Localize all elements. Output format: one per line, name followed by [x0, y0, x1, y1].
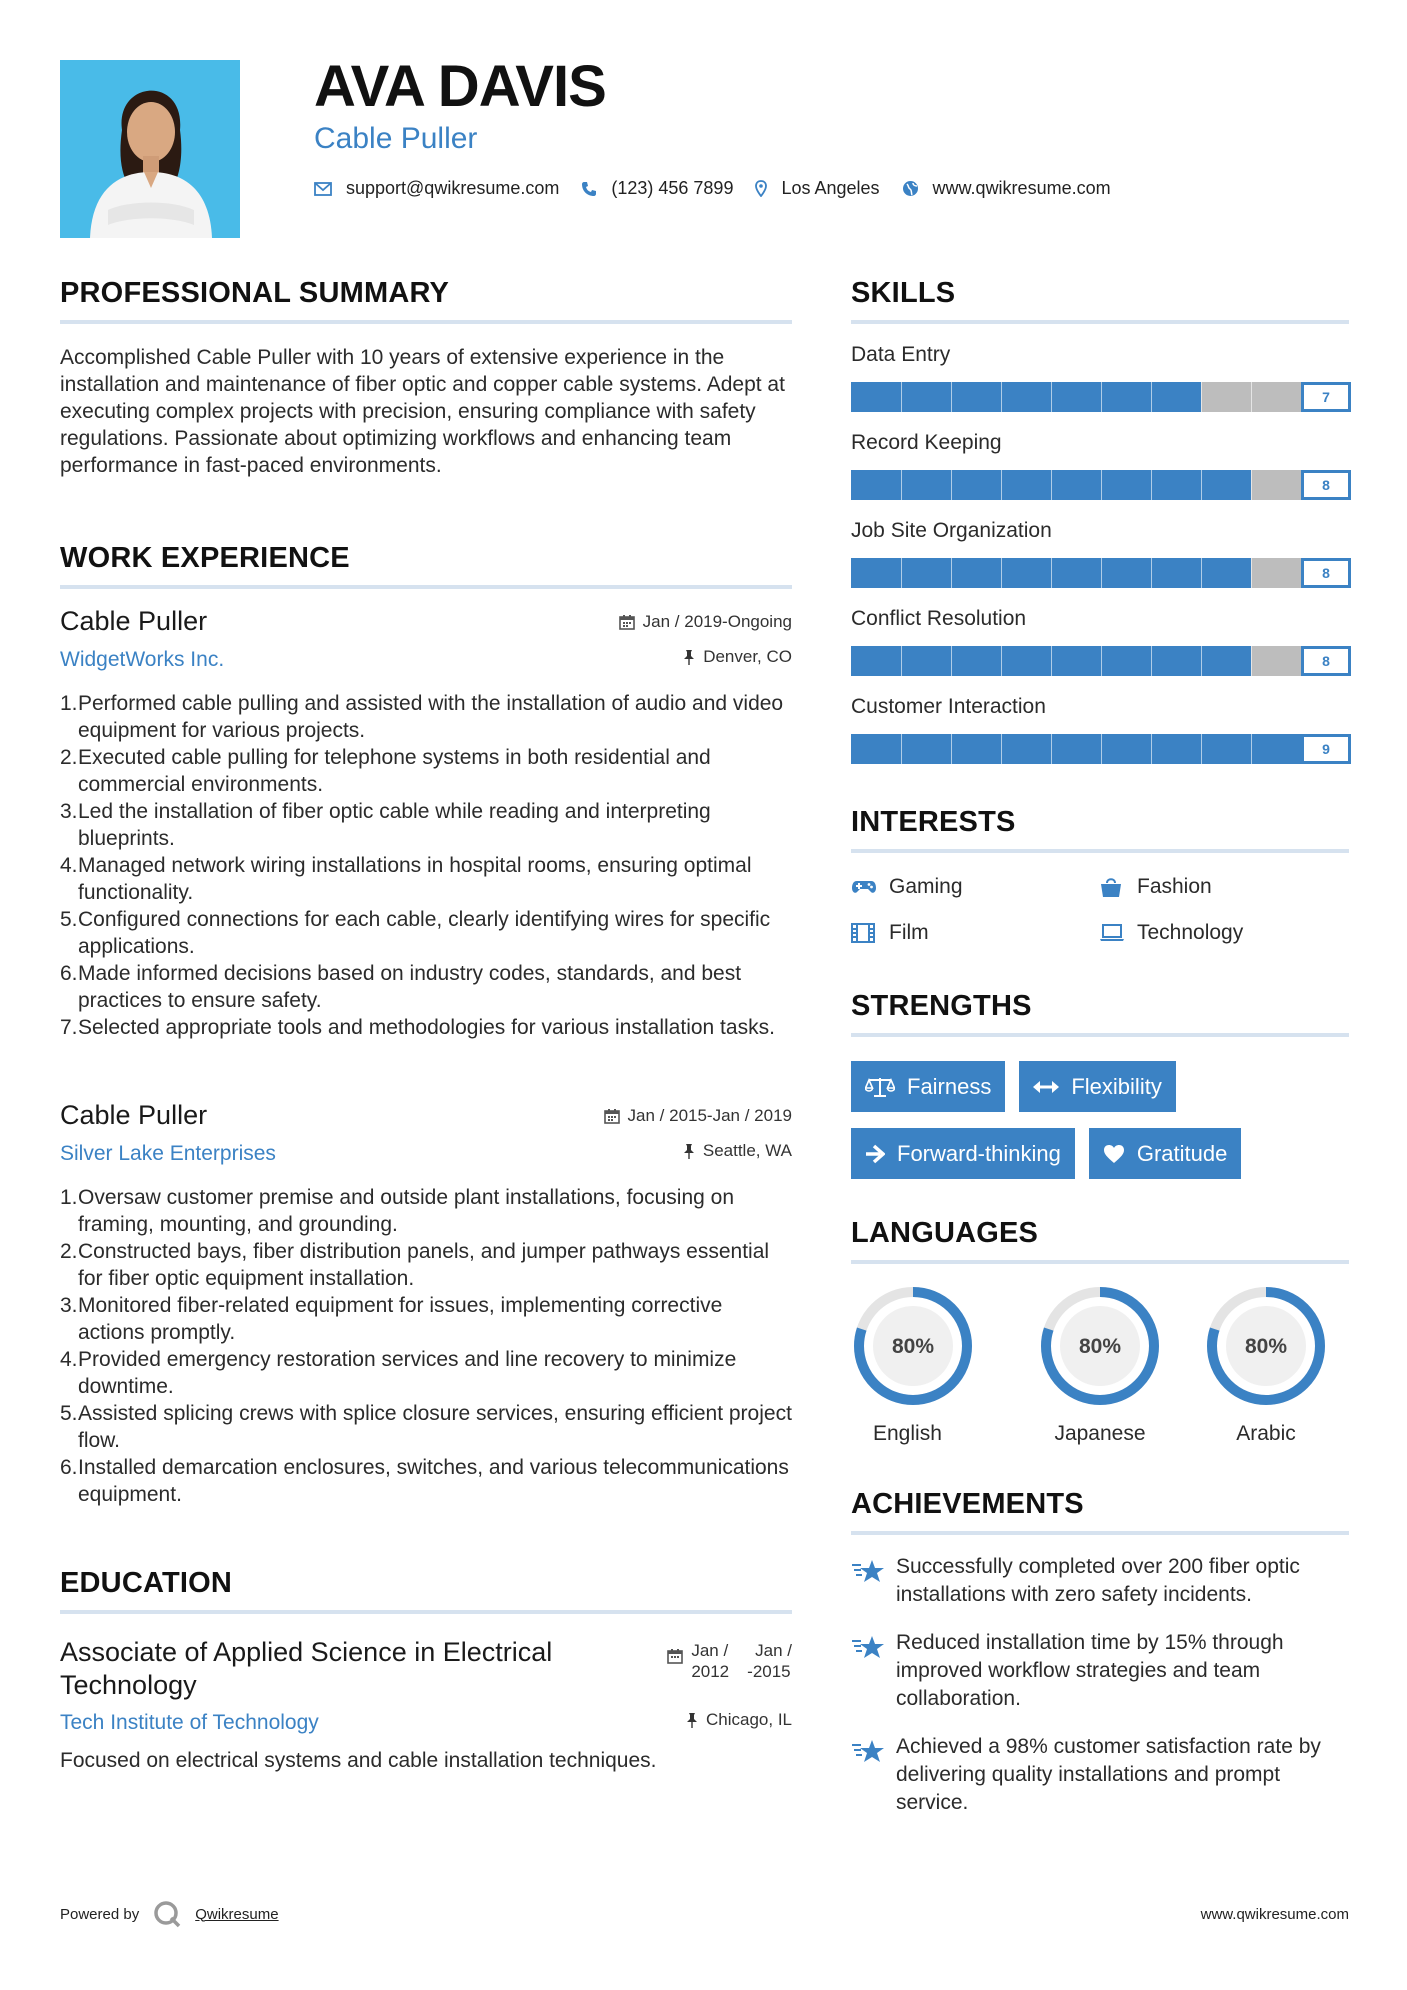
edu-end-month: Jan /	[755, 1641, 792, 1660]
experience-section	[60, 544, 792, 589]
summary-text: Accomplished Cable Puller with 10 years of extensive experience in the installation and maintenance of fiber optic and copper cable systems. Adept at executing complex projects with precision, ensuring compliance with safety regulations. Passionate about optimizing workflows and enhancing team performance in fast-paced environments.	[60, 346, 785, 477]
skill-level-value: 8	[1301, 470, 1351, 500]
language-item	[851, 1284, 1017, 1446]
skill-bar	[851, 646, 1351, 676]
job-location-text: Denver, CO	[703, 647, 792, 666]
skill-name: Customer Interaction	[851, 695, 1046, 718]
education-section	[60, 1569, 792, 1774]
skill-bar	[851, 558, 1351, 588]
skill-level-value: 7	[1301, 382, 1351, 412]
edu-end-year: 2015	[752, 1662, 791, 1681]
interest-item	[851, 921, 1099, 945]
skill-bar-segment	[1201, 558, 1202, 588]
skills-list	[851, 342, 1349, 764]
interest-label: Fashion	[1137, 875, 1212, 898]
edu-date-separator: -	[747, 1662, 753, 1681]
education-dates	[667, 1640, 792, 1702]
list-item: 5.Assisted splicing crews with splice closure services, ensuring efficient project flow.	[60, 1401, 792, 1452]
language-name: Arabic	[1236, 1422, 1296, 1445]
skill-bar-segment	[1151, 470, 1152, 500]
skill-bar-segment	[1251, 382, 1252, 412]
pushpin-icon	[683, 1143, 695, 1160]
job-date	[604, 1106, 792, 1126]
job-entry	[60, 606, 792, 1041]
skill-name: Conflict Resolution	[851, 607, 1027, 630]
candidate-title: Cable Puller	[314, 122, 478, 155]
language-name: English	[873, 1422, 942, 1445]
skill-bar-segment	[951, 470, 952, 500]
brand-link[interactable]: Qwikresume	[195, 1905, 279, 1923]
profile-photo-illustration	[60, 60, 240, 238]
strength-tag	[1019, 1061, 1175, 1112]
skill-bar-segment	[1201, 470, 1202, 500]
job-date-text: Jan / 2015-Jan / 2019	[627, 1106, 792, 1125]
job-bullets	[60, 690, 792, 1041]
job-title: Cable Puller	[60, 606, 208, 636]
laptop-icon	[1099, 924, 1137, 942]
achievement-item	[851, 1553, 1349, 1609]
language-ring	[851, 1284, 975, 1408]
job-company: Silver Lake Enterprises	[60, 1141, 276, 1165]
experience-heading: WORK EXPERIENCE	[60, 544, 792, 589]
skill-bar-segment	[1251, 470, 1252, 500]
email-text: support@qwikresume.com	[346, 178, 560, 198]
summary-heading: PROFESSIONAL SUMMARY	[60, 279, 792, 324]
skill-level-value: 8	[1301, 646, 1351, 676]
phone-text: (123) 456 7899	[611, 178, 734, 198]
strength-label: Flexibility	[1071, 1073, 1162, 1099]
strengths-section	[851, 992, 1349, 1179]
skill-bar-segment	[1251, 734, 1252, 764]
job-date	[619, 612, 792, 632]
heart-icon	[1103, 1144, 1125, 1164]
skill-level-value: 9	[1301, 734, 1351, 764]
list-item: 7.Selected appropriate tools and methodologies for various installation tasks.	[60, 1015, 775, 1039]
shooting-star-icon	[851, 1733, 896, 1817]
degree-title: Associate of Applied Science in Electrical Technology	[60, 1637, 553, 1700]
language-percent: 80%	[891, 1335, 935, 1358]
interest-label: Technology	[1137, 921, 1244, 944]
achievement-item	[851, 1629, 1349, 1713]
arrow-right-icon	[865, 1144, 885, 1164]
skill-item	[851, 694, 1349, 764]
footer-powered-by	[60, 1900, 279, 1928]
skill-bar-segment	[1251, 646, 1252, 676]
calendar-icon	[667, 1648, 683, 1664]
list-item: 4.Provided emergency restoration services and line recovery to minimize downtime.	[60, 1347, 737, 1398]
strength-tag	[1089, 1128, 1242, 1179]
skill-bar-segment	[1151, 734, 1152, 764]
shooting-star-icon	[851, 1553, 896, 1609]
job-title: Cable Puller	[60, 1100, 208, 1130]
list-item: 4.Managed network wiring installations in hospital rooms, ensuring optimal functionality.	[60, 853, 752, 904]
film-icon	[851, 923, 889, 943]
school-location-text: Chicago, IL	[706, 1710, 792, 1729]
list-item: 6.Made informed decisions based on industry codes, standards, and best practices to ensure safety.	[60, 961, 742, 1012]
globe-icon	[902, 180, 919, 197]
qwikresume-logo-icon	[153, 1900, 181, 1928]
skill-bar-segment	[1051, 382, 1052, 412]
skill-bar-segment	[1101, 734, 1102, 764]
contact-bar	[314, 178, 1133, 199]
skill-bar-segment	[1001, 470, 1002, 500]
interests-section	[851, 808, 1349, 945]
list-item: 1.Oversaw customer premise and outside plant installations, focusing on framing, mounting, and grounding.	[60, 1185, 735, 1236]
education-description: Focused on electrical systems and cable installation techniques.	[60, 1748, 657, 1772]
interest-label: Gaming	[889, 875, 963, 898]
strength-label: Fairness	[907, 1073, 992, 1099]
skill-level-value: 8	[1301, 558, 1351, 588]
school-location	[686, 1710, 792, 1730]
achievement-item	[851, 1733, 1349, 1817]
skill-item	[851, 430, 1349, 500]
achievements-section	[851, 1490, 1349, 1817]
interests-heading: INTERESTS	[851, 808, 1349, 853]
summary-section	[60, 279, 792, 479]
school-name: Tech Institute of Technology	[60, 1710, 319, 1734]
skill-bar-segment	[901, 646, 902, 676]
skill-bar-fill	[851, 382, 1201, 412]
list-item: 5.Configured connections for each cable, clearly identifying wires for specific applications.	[60, 907, 771, 958]
skill-bar-segment	[1201, 382, 1202, 412]
skill-bar-segment	[1101, 470, 1102, 500]
interest-item	[851, 875, 1099, 899]
job-location	[683, 1141, 792, 1161]
skill-bar-segment	[1101, 382, 1102, 412]
contact-phone[interactable]	[581, 178, 733, 199]
skill-item	[851, 518, 1349, 588]
skill-bar-segment	[1051, 558, 1052, 588]
contact-email[interactable]	[314, 178, 559, 199]
contact-location	[755, 178, 879, 199]
skill-bar-segment	[1001, 734, 1002, 764]
skill-name: Job Site Organization	[851, 519, 1052, 542]
skill-name: Data Entry	[851, 343, 951, 366]
skill-bar-segment	[1201, 734, 1202, 764]
skill-bar-segment	[1001, 382, 1002, 412]
interest-item	[1099, 921, 1347, 945]
balance-scale-icon	[865, 1076, 895, 1098]
skill-bar	[851, 470, 1351, 500]
job-date-text: Jan / 2019-Ongoing	[642, 612, 792, 631]
skill-bar-segment	[1051, 470, 1052, 500]
strength-tag	[851, 1061, 1005, 1112]
list-item: 3.Led the installation of fiber optic cable while reading and interpreting blueprints.	[60, 799, 711, 850]
skill-bar-segment	[1051, 646, 1052, 676]
achievement-text: Successfully completed over 200 fiber optic installations with zero safety incidents.	[896, 1555, 1300, 1606]
skill-bar-segment	[1201, 646, 1202, 676]
strength-tag	[851, 1128, 1075, 1179]
skill-item	[851, 342, 1349, 412]
achievements-heading: ACHIEVEMENTS	[851, 1490, 1349, 1535]
location-text: Los Angeles	[781, 178, 880, 198]
job-bullets	[60, 1184, 792, 1508]
calendar-icon	[604, 1108, 620, 1124]
languages-heading: LANGUAGES	[851, 1219, 1349, 1264]
shooting-star-icon	[851, 1629, 896, 1713]
job-location-text: Seattle, WA	[702, 1141, 792, 1160]
skill-bar-segment	[951, 558, 952, 588]
skill-bar-segment	[901, 734, 902, 764]
skill-bar-segment	[951, 382, 952, 412]
pushpin-icon	[683, 649, 695, 666]
profile-photo	[60, 60, 240, 238]
language-percent: 80%	[1078, 1335, 1122, 1358]
job-location	[683, 647, 792, 667]
strength-label: Forward-thinking	[897, 1140, 1061, 1166]
skill-bar-segment	[1151, 558, 1152, 588]
skill-bar-segment	[1001, 646, 1002, 676]
skill-bar-segment	[951, 646, 952, 676]
skill-bar-segment	[1051, 734, 1052, 764]
calendar-icon	[619, 614, 635, 630]
skill-bar-segment	[1251, 558, 1252, 588]
edu-start-month: Jan /	[691, 1641, 729, 1660]
skill-bar-segment	[901, 382, 902, 412]
skill-bar-segment	[1101, 646, 1102, 676]
footer-website[interactable]: www.qwikresume.com	[1200, 1906, 1349, 1923]
skill-item	[851, 606, 1349, 676]
languages-section	[851, 1219, 1349, 1446]
website-text: www.qwikresume.com	[932, 178, 1111, 198]
language-item	[1017, 1284, 1183, 1446]
list-item: 2.Executed cable pulling for telephone systems in both residential and commercial environments.	[60, 745, 711, 796]
candidate-name: AVA DAVIS	[314, 54, 606, 119]
language-ring	[1038, 1284, 1162, 1408]
gamepad-icon	[851, 879, 889, 895]
skill-bar	[851, 734, 1351, 764]
skill-bar-segment	[1151, 382, 1152, 412]
contact-website[interactable]	[902, 178, 1111, 199]
skill-bar-segment	[901, 470, 902, 500]
skill-bar-segment	[901, 558, 902, 588]
job-entry	[60, 1100, 792, 1508]
language-ring	[1204, 1284, 1328, 1408]
list-item: 1.Performed cable pulling and assisted with the installation of audio and video equipment for various projects.	[60, 691, 784, 742]
language-percent: 80%	[1244, 1335, 1288, 1358]
list-item: 3.Monitored fiber-related equipment for issues, implementing corrective actions promptly.	[60, 1293, 723, 1344]
shopping-bag-icon	[1099, 876, 1137, 898]
education-heading: EDUCATION	[60, 1569, 792, 1614]
edu-start-year: 2012	[691, 1662, 730, 1681]
skill-bar-segment	[1151, 646, 1152, 676]
envelope-icon	[314, 182, 332, 196]
powered-by-text: Powered by	[60, 1905, 140, 1923]
list-item: 2.Constructed bays, fiber distribution panels, and jumper pathways essential for fiber optic equipment installation.	[60, 1239, 770, 1290]
language-name: Japanese	[1054, 1422, 1146, 1445]
skills-section	[851, 279, 1349, 764]
skills-heading: SKILLS	[851, 279, 1349, 324]
job-company: WidgetWorks Inc.	[60, 647, 225, 671]
achievement-text: Achieved a 98% customer satisfaction rate by delivering quality installations and prompt service.	[896, 1735, 1321, 1814]
achievement-text: Reduced installation time by 15% through improved workflow strategies and team collaboration.	[896, 1631, 1284, 1710]
skill-bar-segment	[951, 734, 952, 764]
interest-label: Film	[889, 921, 929, 944]
strength-label: Gratitude	[1136, 1140, 1228, 1166]
list-item: 6.Installed demarcation enclosures, switches, and various telecommunications equipment.	[60, 1455, 789, 1506]
arrows-horizontal-icon	[1033, 1080, 1059, 1094]
skill-bar	[851, 382, 1351, 412]
strengths-heading: STRENGTHS	[851, 992, 1349, 1037]
skill-name: Record Keeping	[851, 431, 1002, 454]
language-item	[1183, 1284, 1349, 1446]
skill-bar-fill	[851, 734, 1301, 764]
interest-item	[1099, 875, 1347, 899]
phone-icon	[581, 181, 597, 197]
map-marker-icon	[755, 180, 767, 197]
skill-bar-segment	[1101, 558, 1102, 588]
skill-bar-segment	[1001, 558, 1002, 588]
pushpin-icon	[686, 1712, 698, 1729]
